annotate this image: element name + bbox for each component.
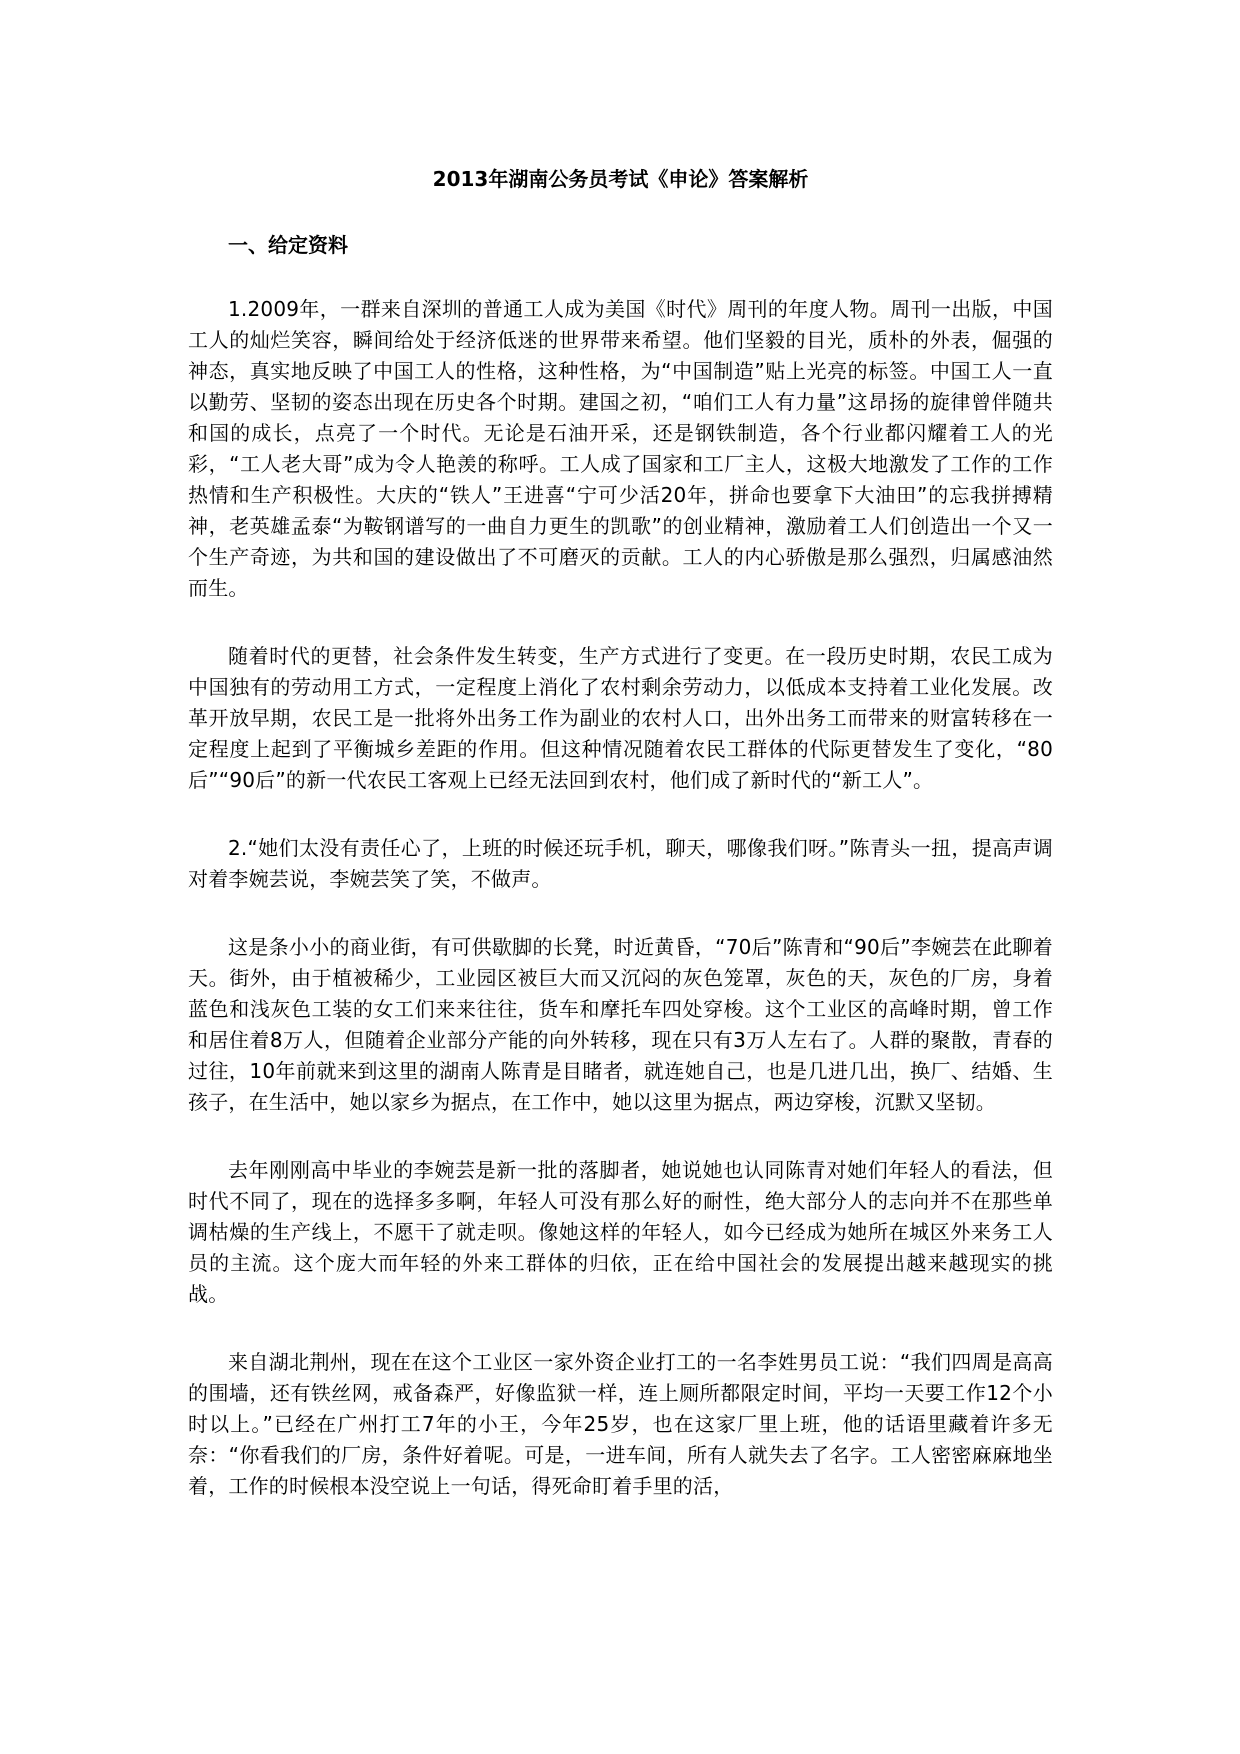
document-page (188, 0, 1053, 1754)
section-heading: 一、给定资料 (228, 233, 348, 257)
paragraph-2: 随着时代的更替，社会条件发生转变，生产方式进行了变更。在一段历史时期，农民工成为中国独有的劳动用工方式，一定程度上消化了农村剩余劳动力，以低成本支持着工业化发展。改革开放早期，农民工是一批将外出务工作为副业的农村人口，出外出务工而带来的财富转移在一定程度上起到了平衡城乡差距的作用。但这种情况随着农民工群体的代际更替发生了变化，“80后”“90后”的新一代农民工客观上已经无法回到农村，他们成了新时代的“新工人”。 (188, 644, 1053, 792)
paragraph-6: 来自湖北荆州，现在在这个工业区一家外资企业打工的一名李姓男员工说：“我们四周是高高的围墙，还有铁丝网，戒备森严，好像监狱一样，连上厕所都限定时间，平均一天要工作12个小时以上。”已经在广州打工7年的小王，今年25岁，也在这家厂里上班，他的话语里藏着许多无奈：“你看我们的厂房，条件好着呢。可是，一进车间，所有人就失去了名字。工人密密麻麻地坐着，工作的时候根本没空说上一句话，得死命盯着手里的活， (188, 1350, 1053, 1498)
paragraph-3: 2.“她们太没有责任心了，上班的时候还玩手机，聊天，哪像我们呀。”陈青头一扭，提高声调对着李婉芸说，李婉芸笑了笑，不做声。 (188, 836, 1053, 891)
paragraph-5: 去年刚刚高中毕业的李婉芸是新一批的落脚者，她说她也认同陈青对她们年轻人的看法，但时代不同了，现在的选择多多啊，年轻人可没有那么好的耐性，绝大部分人的志向并不在那些单调枯燥的生产线上，不愿干了就走呗。像她这样的年轻人，如今已经成为她所在城区外来务工人员的主流。这个庞大而年轻的外来工群体的归依，正在给中国社会的发展提出越来越现实的挑战。 (188, 1158, 1053, 1306)
paragraph-1: 1.2009年，一群来自深圳的普通工人成为美国《时代》周刊的年度人物。周刊一出版，中国工人的灿烂笑容，瞬间给处于经济低迷的世界带来希望。他们坚毅的目光，质朴的外表，倔强的神态，真实地反映了中国工人的性格，这种性格，为“中国制造”贴上光亮的标签。中国工人一直以勤劳、坚韧的姿态出现在历史各个时期。建国之初，“咱们工人有力量”这昂扬的旋律曾伴随共和国的成长，点亮了一个时代。无论是石油开采，还是钢铁制造，各个行业都闪耀着工人的光彩，“工人老大哥”成为令人艳羡的称呼。工人成了国家和工厂主人，这极大地激发了工作的工作热情和生产积极性。大庆的“铁人”王进喜“宁可少活20年，拼命也要拿下大油田”的忘我拼搏精神，老英雄孟泰“为鞍钢谱写的一曲自力更生的凯歌”的创业精神，激励着工人们创造出一个又一个生产奇迹，为共和国的建设做出了不可磨灭的贡献。工人的内心骄傲是那么强烈，归属感油然而生。 (188, 297, 1053, 600)
document-body (188, 294, 1053, 1539)
document-title: 2013年湖南公务员考试《申论》答案解析 (432, 167, 809, 191)
paragraph-4: 这是条小小的商业街，有可供歇脚的长凳，时近黄昏，“70后”陈青和“90后”李婉芸在此聊着天。街外，由于植被稀少，工业园区被巨大而又沉闷的灰色笼罩，灰色的天，灰色的厂房，身着蓝色和浅灰色工装的女工们来来往往，货车和摩托车四处穿梭。这个工业区的高峰时期，曾工作和居住着8万人，但随着企业部分产能的向外转移，现在只有3万人左右了。人群的聚散，青春的过往，10年前就来到这里的湖南人陈青是目睹者，就连她自己，也是几进几出，换厂、结婚、生孩子，在生活中，她以家乡为据点，在工作中，她以这里为据点，两边穿梭，沉默又坚韧。 (188, 935, 1053, 1114)
